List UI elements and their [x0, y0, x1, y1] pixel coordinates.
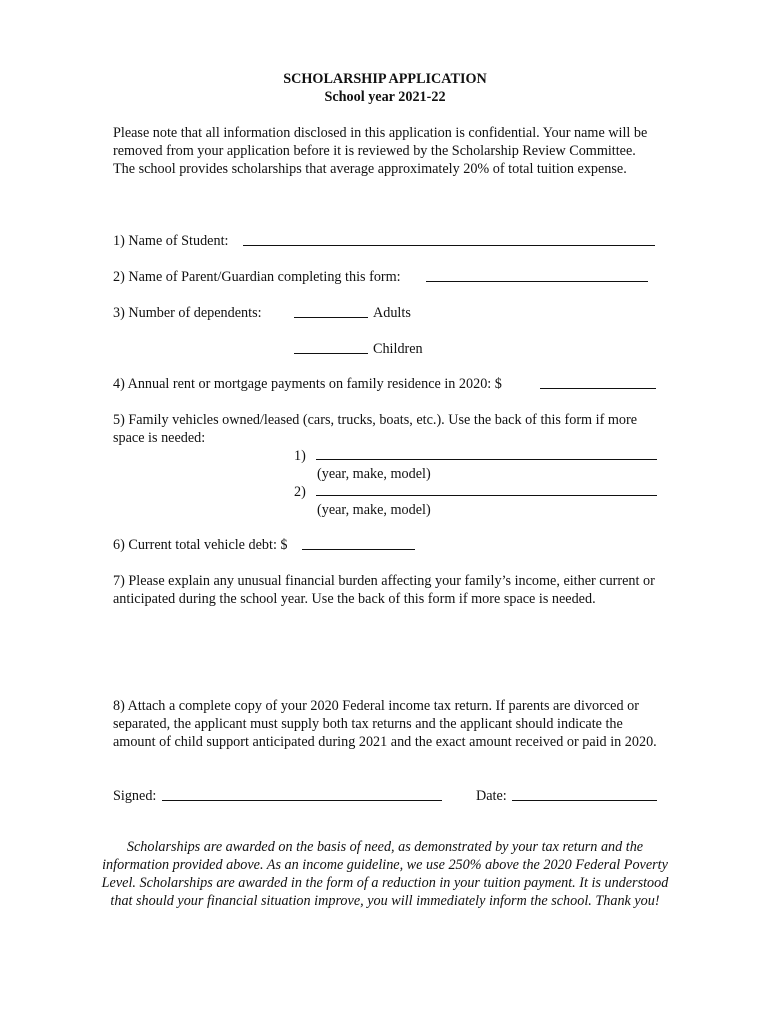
dependents-label: 3) Number of dependents: [113, 305, 262, 321]
vehicle-1-number: 1) [294, 448, 306, 464]
financial-burden-label: 7) Please explain any unusual financial burden affecting your family’s income, either current or anticipated during the school year. Use the back of this form if more space is needed. [113, 573, 655, 607]
children-label: Children [373, 341, 423, 357]
scholarship-footer-note: Scholarships are awarded on the basis of need, as demonstrated by your tax return and the information provided above. As an income guideline, we use 250% above the 2020 Federal Poverty Level. Scholarships are awarded in the form of a reduction in your tuition payment. It is understood that should your financial situation improve, you will immediately inform the school. Thank you! [101, 839, 669, 909]
signature-field[interactable] [162, 800, 442, 801]
vehicles-label: 5) Family vehicles owned/leased (cars, trucks, boats, etc.). Use the back of this form if more space is needed: [113, 412, 637, 446]
adults-count-field[interactable] [294, 317, 368, 318]
form-title: SCHOLARSHIP APPLICATION [283, 71, 487, 87]
date-label: Date: [476, 788, 507, 804]
vehicle-debt-label: 6) Current total vehicle debt: $ [113, 537, 288, 553]
parent-name-field[interactable] [426, 281, 648, 282]
student-name-field[interactable] [243, 245, 655, 246]
form-subtitle: School year 2021-22 [324, 89, 446, 105]
rent-label: 4) Annual rent or mortgage payments on family residence in 2020: $ [113, 376, 502, 392]
tax-return-instructions: 8) Attach a complete copy of your 2020 Federal income tax return. If parents are divorced or separated, the applicant must supply both tax returns and the applicant should indicate the amount of child support anticipated during 2021 and the exact amount received or paid in 2020. [113, 698, 657, 750]
adults-label: Adults [373, 305, 411, 321]
signed-label: Signed: [113, 788, 157, 804]
vehicle-2-caption: (year, make, model) [317, 502, 431, 518]
financial-burden-answer-area[interactable] [113, 626, 658, 692]
vehicle-2-number: 2) [294, 484, 306, 500]
vehicle-1-field[interactable] [316, 459, 657, 460]
children-count-field[interactable] [294, 353, 368, 354]
vehicle-2-field[interactable] [316, 495, 657, 496]
date-field[interactable] [512, 800, 657, 801]
student-name-label: 1) Name of Student: [113, 233, 229, 249]
parent-name-label: 2) Name of Parent/Guardian completing this form: [113, 269, 401, 285]
vehicle-1-caption: (year, make, model) [317, 466, 431, 482]
intro-paragraph: Please note that all information disclosed in this application is confidential. Your name will be removed from your application before it is reviewed by the Scholarship Review Committee. The school provides scholarships that average approximately 20% of total tuition expense. [113, 125, 648, 177]
vehicle-debt-field[interactable] [302, 549, 415, 550]
rent-field[interactable] [540, 388, 656, 389]
